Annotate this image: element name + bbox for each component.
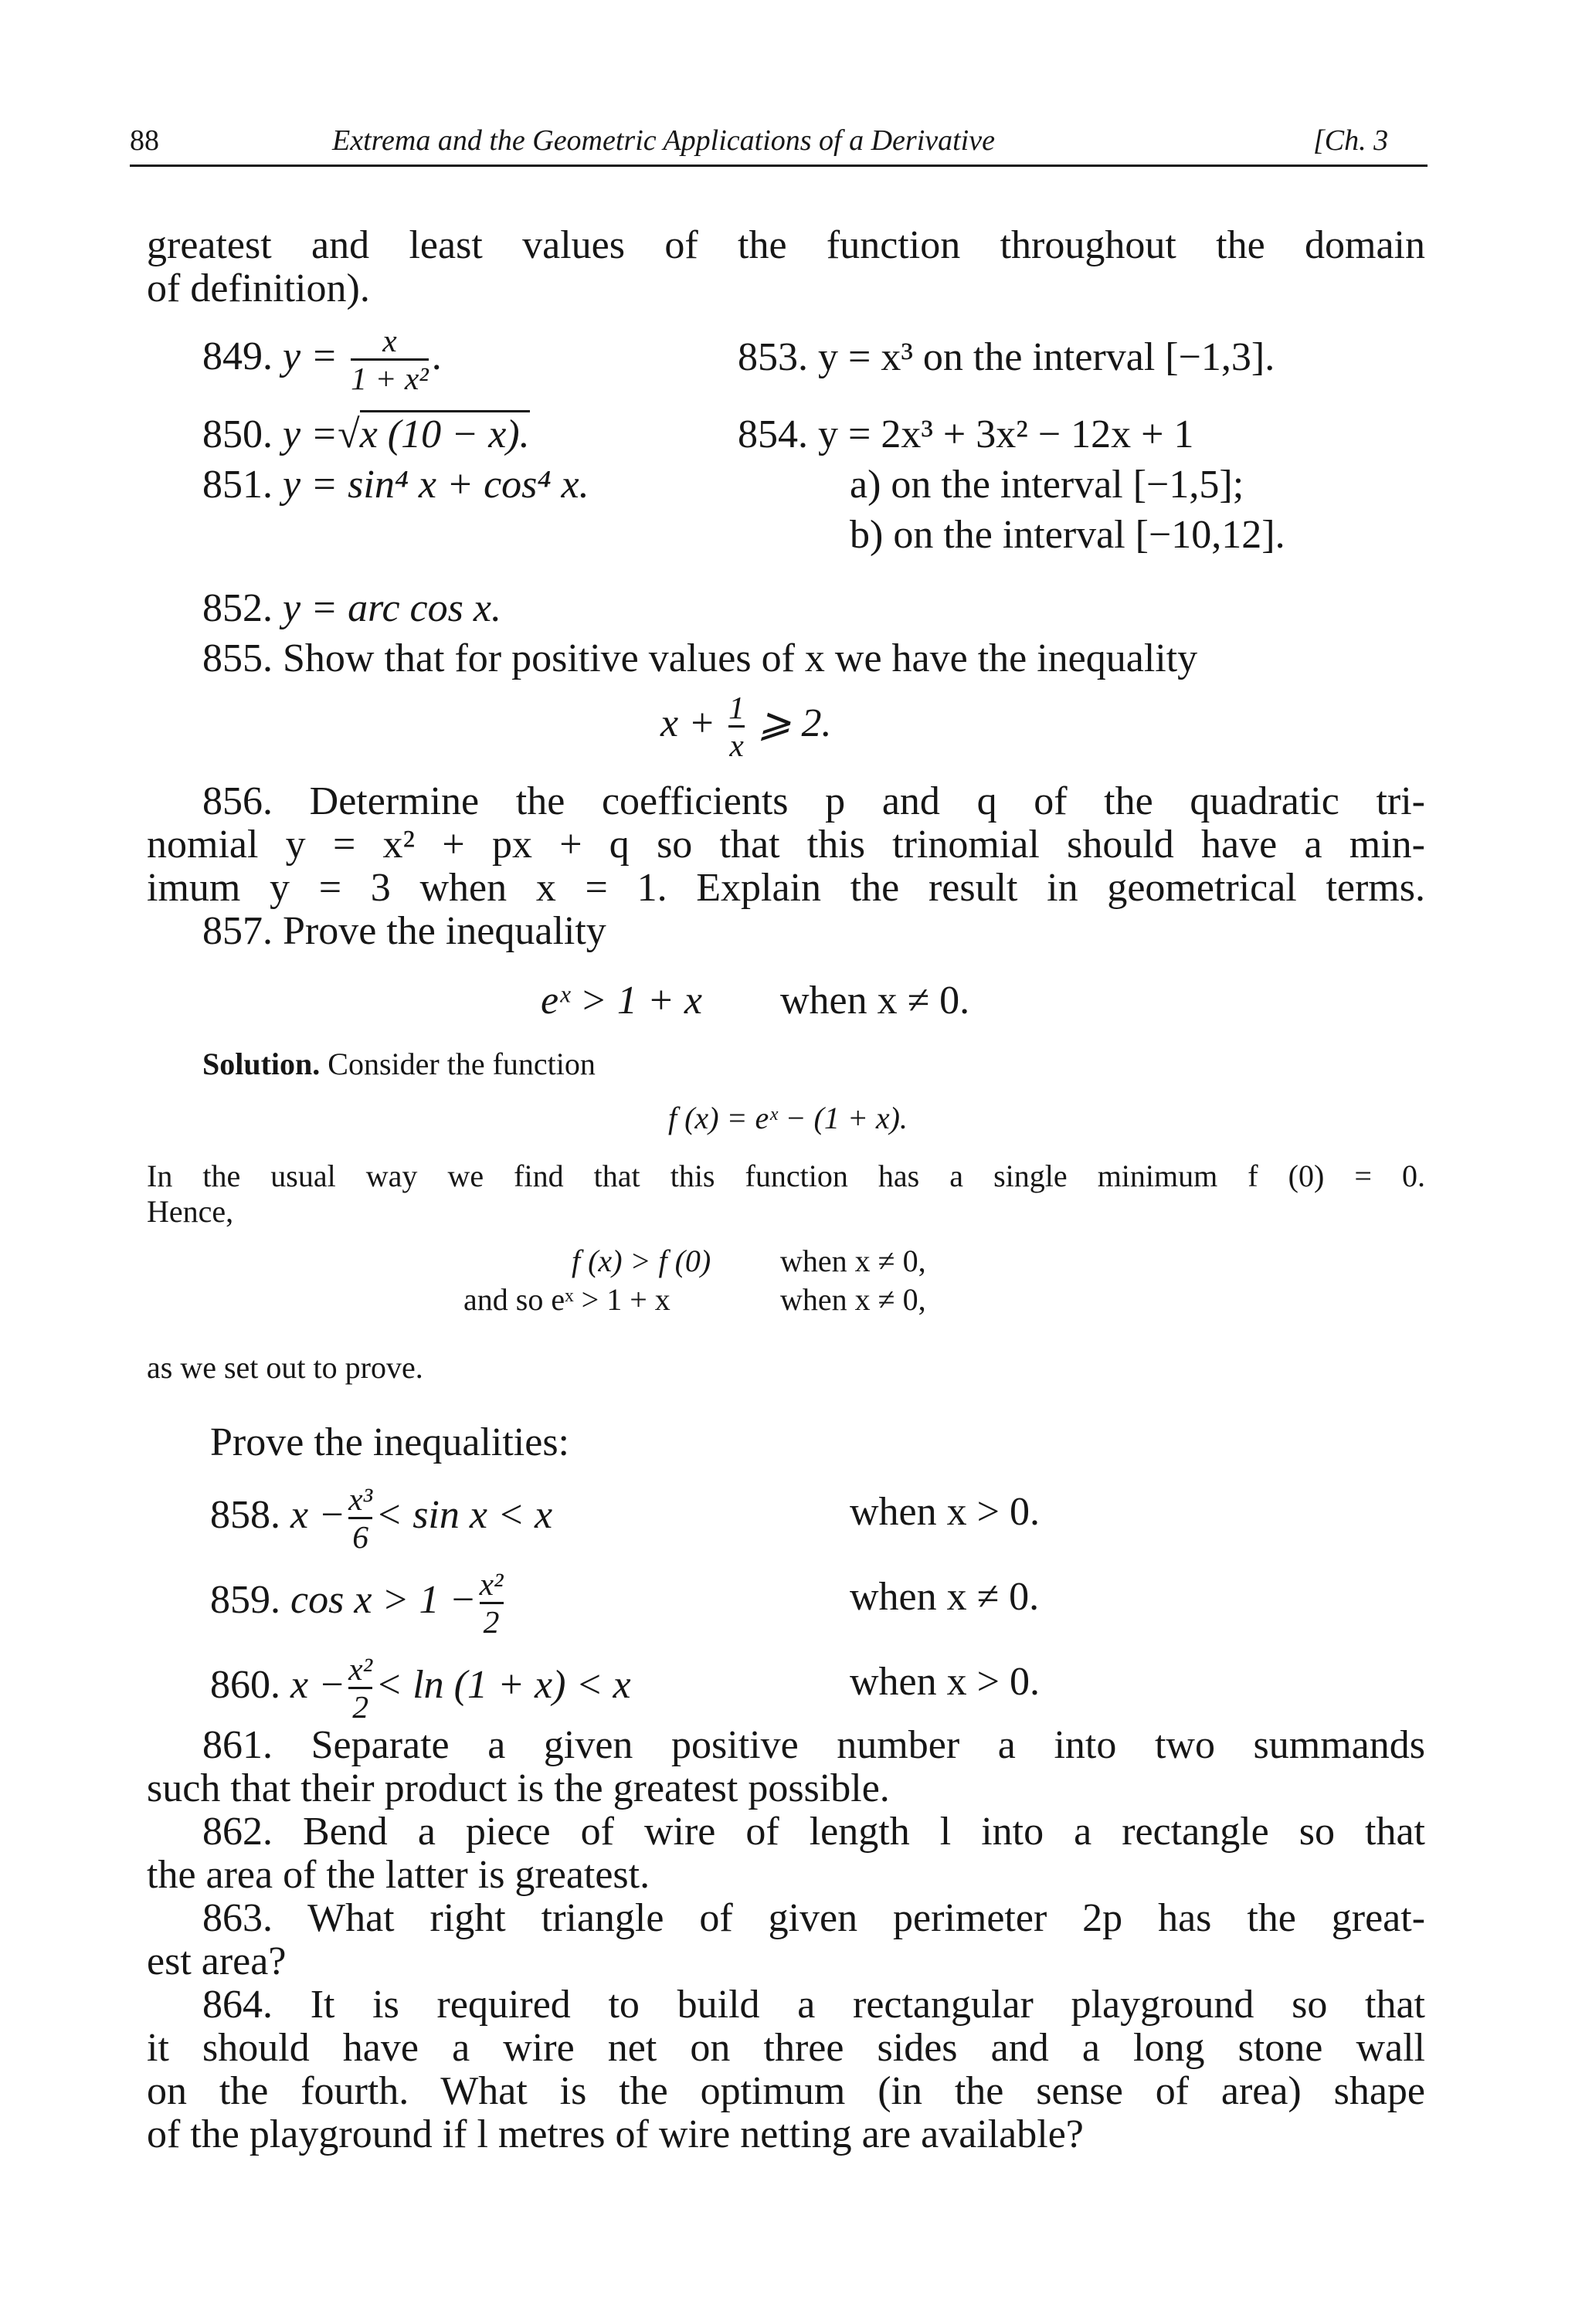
problem-number: 854. (738, 412, 808, 456)
fraction (351, 324, 429, 395)
denominator: 2 (348, 1687, 372, 1725)
problem-860-condition: when x > 0. (850, 1660, 1040, 1704)
solution-line-1: In the usual way we find that this function has a single minimum f (0) = 0. (147, 1159, 1425, 1193)
problem-854-b: b) on the interval [−10,12]. (850, 513, 1285, 557)
problem-text: It is required to build a rectangular playground so that (310, 1983, 1426, 2027)
problem-number: 860. (210, 1663, 280, 1708)
problem-number: 853. (738, 335, 808, 379)
formula-pre: x − (290, 1493, 346, 1538)
solution-intro (202, 1047, 596, 1082)
problem-number: 862. (202, 1810, 273, 1854)
problem-864-line-4: of the playground if l metres of wire netting are available? (147, 2112, 1084, 2156)
problem-864-line-1 (202, 1983, 1425, 2027)
chapter-label: [Ch. 3 (1313, 124, 1389, 157)
solution-ineq-1: f (x) > f (0) (572, 1243, 711, 1278)
formula-pre: x − (290, 1663, 346, 1708)
formula-857-condition: when x ≠ 0. (780, 979, 970, 1023)
formula-post: < sin x < x (375, 1493, 553, 1538)
solution-cond-2: when x ≠ 0, (780, 1282, 926, 1317)
formula-end: . (431, 334, 442, 379)
page-number: 88 (130, 124, 159, 157)
numerator: 1 (728, 690, 745, 725)
numerator: x² (348, 1651, 373, 1687)
problem-text: What right triangle of given perimeter 2p has the great- (307, 1896, 1426, 1940)
formula: y = 2x³ + 3x² − 12x + 1 (818, 412, 1194, 456)
problem-856-line-2: nomial y = x² + px + q so that this trinomial should have a min- (147, 823, 1425, 867)
solution-function: f (x) = eˣ − (1 + x). (668, 1101, 908, 1135)
problem-854 (738, 413, 1193, 456)
problem-number: 864. (202, 1983, 273, 2027)
problem-number: 857. (202, 909, 273, 953)
formula-pre: x + (660, 701, 716, 746)
problem-850 (202, 413, 530, 456)
formula-857: eˣ > 1 + x (541, 979, 703, 1023)
formula: y = sin⁴ x + cos⁴ x. (283, 463, 589, 507)
problem-text: Prove the inequality (283, 909, 606, 953)
header-rule (130, 165, 1428, 167)
formula-lhs: y = (283, 334, 338, 379)
problem-number: 863. (202, 1896, 273, 1940)
intro-line-2: of definition). (147, 266, 370, 310)
problem-number: 849. (202, 334, 273, 379)
fraction (348, 1653, 372, 1724)
denominator: 2 (480, 1602, 504, 1640)
problem-862-line-2: the area of the latter is greatest. (147, 1853, 650, 1897)
problem-851 (202, 463, 589, 507)
numerator: x³ (348, 1481, 373, 1517)
problem-857 (202, 910, 606, 953)
running-title: Extrema and the Geometric Applications of a Derivative (332, 124, 995, 157)
formula-pre: cos x > 1 − (290, 1578, 477, 1623)
solution-text: Consider the function (328, 1047, 596, 1081)
formula-post: ⩾ 2. (757, 701, 832, 746)
problem-number: 859. (210, 1578, 280, 1623)
formula-lhs: y = (283, 412, 338, 456)
problem-856-line-3: imum y = 3 when x = 1. Explain the result in geometrical terms. (147, 866, 1425, 910)
solution-closing: as we set out to prove. (147, 1350, 423, 1385)
solution-line-2: Hence, (147, 1194, 234, 1229)
numerator: x (382, 323, 397, 358)
problem-859 (210, 1568, 507, 1639)
problem-number: 850. (202, 412, 273, 456)
fraction (728, 691, 745, 762)
problem-859-condition: when x ≠ 0. (850, 1575, 1040, 1619)
problem-858-condition: when x > 0. (850, 1490, 1040, 1534)
problem-854-a: a) on the interval [−1,5]; (850, 463, 1244, 507)
problem-860 (210, 1653, 631, 1724)
problem-849 (202, 324, 442, 395)
intro-line-1: greatest and least values of the function throughout the domain (147, 223, 1425, 267)
formula-855 (660, 691, 832, 762)
problem-863-line-1 (202, 1897, 1425, 1940)
problem-number: 861. (202, 1723, 273, 1767)
formula-post: < ln (1 + x) < x (375, 1663, 631, 1708)
problem-number: 856. (202, 779, 273, 823)
radicand: x (10 − x). (360, 410, 530, 456)
problem-864-line-2: it should have a wire net on three sides and a long stone wall (147, 2026, 1425, 2070)
solution-cond-1: when x ≠ 0, (780, 1243, 926, 1278)
problem-text: Determine the coefficients p and q of the quadratic tri- (309, 779, 1425, 823)
problem-text: Separate a given positive number a into two summands (311, 1723, 1425, 1767)
problem-864-line-3: on the fourth. What is the optimum (in the sense of area) shape (147, 2069, 1425, 2113)
problem-number: 852. (202, 586, 273, 630)
problem-862-line-1 (202, 1810, 1425, 1854)
prove-heading: Prove the inequalities: (210, 1420, 570, 1464)
numerator: x² (479, 1566, 504, 1602)
radical-sign: √ (338, 412, 360, 456)
fraction (348, 1483, 372, 1554)
denominator: 1 + x² (351, 358, 429, 396)
solution-ineq-2: and so eˣ > 1 + x (463, 1282, 670, 1317)
problem-number: 855. (202, 636, 273, 680)
denominator: x (728, 725, 745, 763)
problem-number: 858. (210, 1493, 280, 1538)
problem-number: 851. (202, 463, 273, 507)
problem-861-line-2: such that their product is the greatest possible. (147, 1766, 890, 1810)
problem-text: Bend a piece of wire of length l into a rectangle so that (303, 1810, 1426, 1854)
solution-label: Solution. (202, 1047, 321, 1081)
denominator: 6 (348, 1517, 372, 1555)
problem-861-line-1 (202, 1724, 1425, 1767)
problem-856-line-1 (202, 780, 1425, 823)
problem-853 (738, 336, 1275, 379)
formula: y = arc cos x. (283, 586, 501, 630)
problem-855 (202, 637, 1197, 680)
problem-863-line-2: est area? (147, 1939, 287, 1983)
problem-858 (210, 1483, 552, 1554)
problem-852 (202, 587, 501, 630)
formula: y = x³ on the interval [−1,3]. (818, 335, 1275, 379)
problem-text: Show that for positive values of x we have the inequality (283, 636, 1198, 680)
fraction (480, 1568, 504, 1639)
